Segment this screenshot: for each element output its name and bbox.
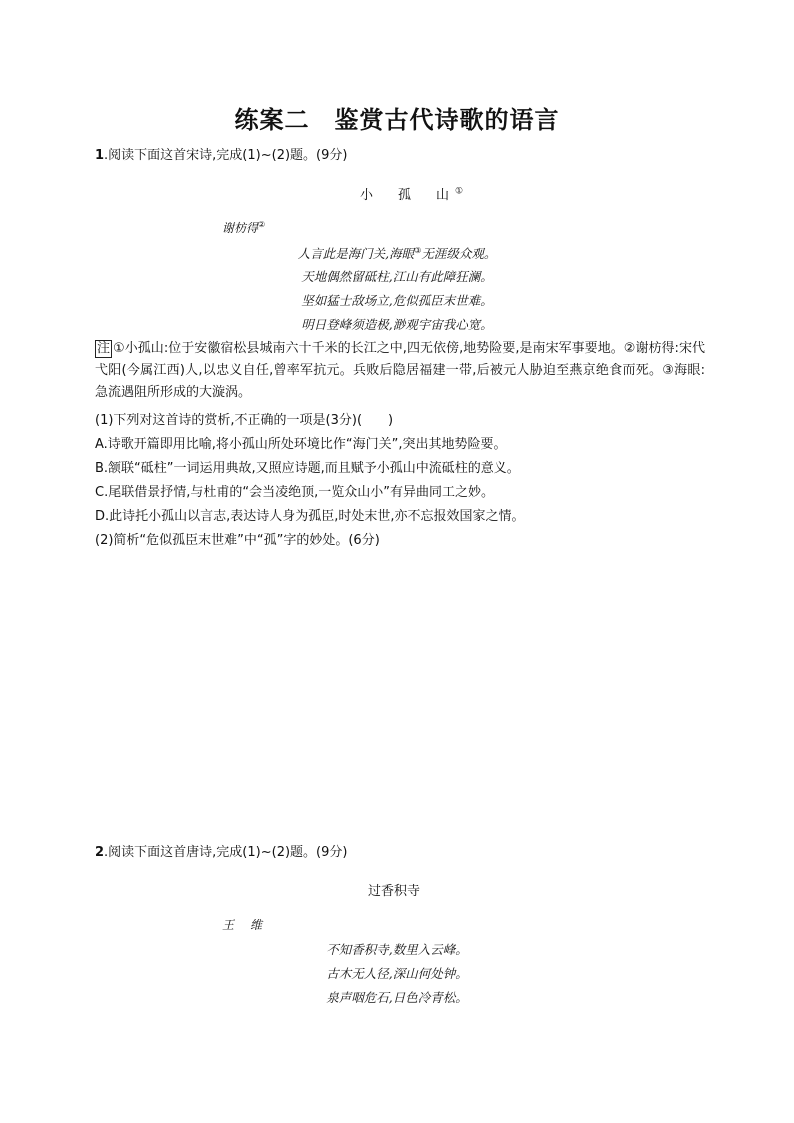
poem-1-title-text: 小 孤 山	[360, 188, 456, 203]
poem-1-line-1-footnote-mark: ③	[414, 245, 422, 255]
document-title: 练案二 鉴赏古代诗歌的语言	[234, 106, 560, 134]
poem-2-author: 王 维	[222, 918, 265, 932]
question-1-prompt	[95, 146, 347, 166]
poem-1-line-4: 明日登峰须造极,渺观宇宙我心宽。	[301, 317, 493, 332]
question-1-number: 1	[95, 148, 105, 163]
option-b: B.颔联“砥柱”一词运用典故,又照应诗题,而且赋予小孤山中流砥柱的意义。	[95, 461, 520, 476]
note-tag: 注	[97, 341, 111, 356]
option-c: C.尾联借景抒情,与杜甫的“会当凌绝顶,一览众山小”有异曲同工之妙。	[95, 485, 494, 500]
note-text: ①小孤山:位于安徽宿松县城南六十千米的长江之中,四无依傍,地势险要,是南宋军事要地。②谢枋得:宋代弋阳(今属江西)人,以忠义自任,曾率军抗元。兵败后隐居福建一带,后被元人胁迫至燕京绝食而死。③海眼:急流遇阻所形成的大漩涡。	[95, 341, 705, 400]
poem-1-line	[0, 267, 794, 285]
subquestion-1: (1)下列对这首诗的赏析,不正确的一项是(3分)( )	[95, 413, 394, 428]
question-2-prompt	[95, 843, 347, 863]
poem-2-line-2: 古木无人径,深山何处钟。	[326, 966, 468, 981]
question-1-text: .阅读下面这首宋诗,完成(1)~(2)题。(9分)	[104, 148, 348, 163]
option-a: A.诗歌开篇即用比喻,将小孤山所处环境比作“海门关”,突出其地势险要。	[95, 437, 507, 452]
poem-2-line-1: 不知香积寺,数里入云峰。	[326, 942, 468, 957]
poem-1-line-1-part: 人言此是海门关,海眼	[297, 246, 415, 261]
poem-1-line-3: 坚如猛士敌场立,危似孤臣末世难。	[301, 293, 493, 308]
poem-1-line-2: 天地偶然留砥柱,江山有此障狂澜。	[301, 269, 493, 284]
poem-2-line-3: 泉声咽危石,日色冷青松。	[326, 990, 468, 1005]
poem-1-notes	[95, 338, 705, 404]
question-2-number: 2	[95, 845, 105, 860]
poem-1-author-footnote-mark: ②	[258, 220, 266, 229]
poem-1-author	[222, 219, 265, 236]
subquestion-2: (2)简析“危似孤臣末世难”中“孤”字的妙处。(6分)	[95, 533, 380, 548]
poem-1-line	[0, 315, 794, 333]
question-2-text: .阅读下面这首唐诗,完成(1)~(2)题。(9分)	[104, 845, 348, 860]
poem-1-line	[0, 244, 794, 262]
poem-2-title: 过香积寺	[368, 884, 421, 899]
poem-1-author-name: 谢枋得	[222, 221, 259, 235]
poem-1-title-footnote-mark: ①	[455, 186, 464, 197]
poem-1-line-1-rest: 无涯级众观。	[421, 246, 497, 261]
option-d: D.此诗托小孤山以言志,表达诗人身为孤臣,时处末世,亦不忘报效国家之情。	[95, 509, 525, 524]
poem-1-title	[360, 184, 463, 203]
poem-1-line	[0, 291, 794, 309]
